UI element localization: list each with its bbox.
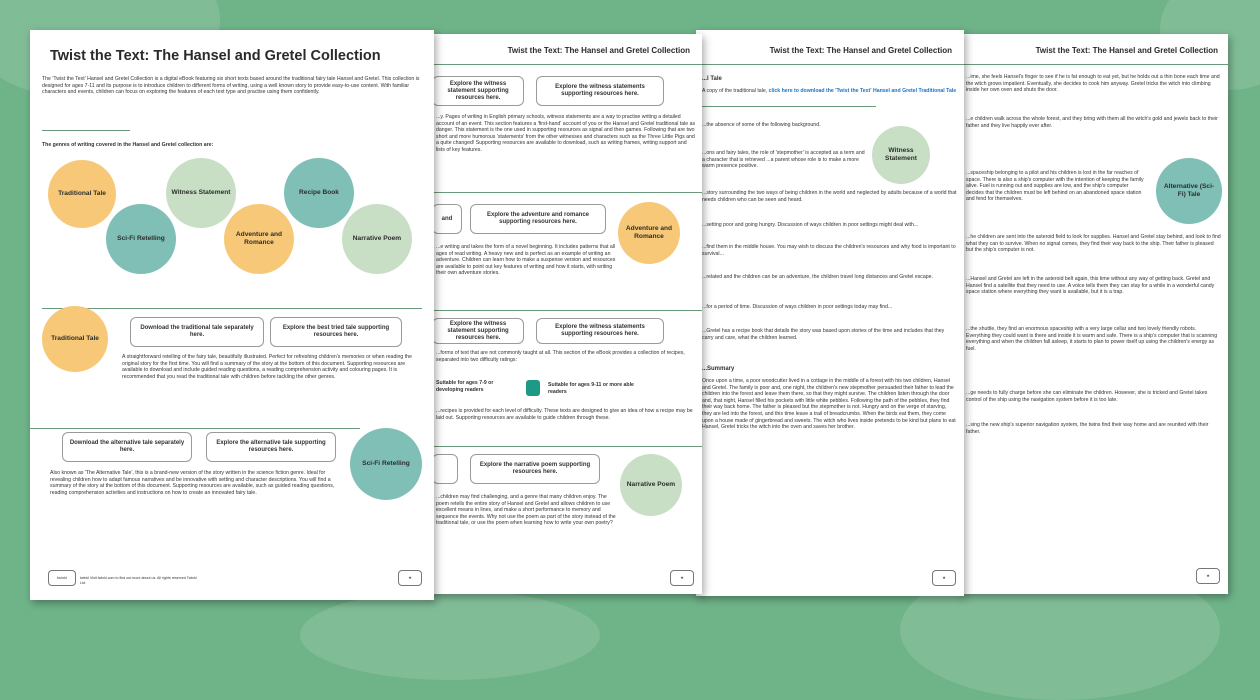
download-prefix: A copy of the traditional tale, <box>702 88 768 94</box>
document-page-4 <box>960 34 1228 594</box>
header-rule <box>430 64 702 65</box>
genre-bubble-recipe-book: Recipe Book <box>284 158 354 228</box>
and-label: and <box>441 215 453 222</box>
body-paragraph: ...sing the new ship's superior navigation system, the twins find their way home and are reunited with their father. <box>966 422 1209 435</box>
rating-hard: Suitable for ages 9-11 or more able readers <box>548 382 634 395</box>
body-paragraph: ...ge needs to fully charge before she can eliminate the children. However, she is tricked and Gretel takes control of the ship using the navigation system before it is too late. <box>966 390 1208 403</box>
adventure-download-button[interactable] <box>432 204 462 234</box>
body-paragraph: ...ime, she feels Hansel's finger to see if he is fat enough to eat yet, but he holds out a thin bone each time and the witch grows impatient. Eventually, she decides to cook him anyway. Gretel tricks the witch into climbing inside her own oven and shuts the door. <box>966 74 1220 94</box>
header-rule <box>960 64 1228 65</box>
body-paragraph: ...recipes is provided for each level of difficulty. These texts are designed to give an idea of how a recipe may be laid out. Supporting resources are available to guide children through these. <box>436 408 693 421</box>
twinkl-logo: twinkl <box>48 570 76 586</box>
download-traditional-tale-link[interactable]: click here to download the 'Twist the Text' Hansel and Gretel Traditional Tale <box>768 88 957 94</box>
bubble-narrative-poem: Narrative Poem <box>620 454 682 516</box>
body-paragraph: ...forms of text that are not commonly taught at all. This section of the eBook provides a collection of recipes, separated into two difficulty ratings: <box>436 350 685 363</box>
body-paragraph: ...e writing and takes the form of a novel beginning. It includes patterns that all ages of read writing. A heavy new and is perfect as an example of writing an adventure. Children can learn how to make a suspense version and resources are available to point out key features of writing and how it starts, with writing their own adventure stories. <box>436 244 616 277</box>
body-paragraph: ...spaceship belonging to a pilot and his children is lost in the far reaches of space. There is also a ship's computer with the intention of keeping the family alive. Fuel is running out and supplies are low, and the ship's computer decides that the children must be left behind on an abandoned space station and fend for themselves. <box>966 170 1144 203</box>
section-rule <box>696 106 876 107</box>
twinkl-quality-logo: ★ <box>398 570 422 586</box>
footer-text: twinkl Visit twinkl.com to find out more about us. All rights reserved Twinkl Ltd. <box>80 576 197 585</box>
traditional-tale-bubble: Traditional Tale <box>42 306 108 372</box>
download-line <box>702 88 962 95</box>
adventure-romance-resources-button[interactable]: Explore the adventure and romance supporting resources here. <box>470 204 606 234</box>
twinkl-logo: ★ <box>670 570 694 586</box>
body-paragraph: ...the shuttle, they find an enormous spaceship with a very large cellar and two lovely friendly robots. Everything they could want is there and inside it is warm and safe. There is a ship's computer that is scanning everything and when the children fall asleep, it starts to plan to power itself up using the children's energy as fuel. <box>966 326 1218 352</box>
witness-statements-resources-button[interactable]: Explore the witness statements supporting resources here. <box>536 76 664 106</box>
section-rule <box>30 428 360 429</box>
document-page-1 <box>30 30 434 600</box>
explore-traditional-tale-resources-button[interactable]: Explore the best tried tale supporting resources here. <box>270 317 402 347</box>
narrative-poem-download-button[interactable] <box>432 454 458 484</box>
narrative-poem-resources-button[interactable]: Explore the narrative poem supporting resources here. <box>470 454 600 484</box>
section-rule <box>430 310 702 311</box>
body-paragraph: ...related and the children can be an adventure, the children travel long distances and Gretel escape. <box>702 274 933 280</box>
section-rule <box>42 308 422 309</box>
genre-bubble-adventure-romance: Adventure and Romance <box>224 204 294 274</box>
bubble-sci-fi-tale: Alternative (Sci-Fi) Tale <box>1156 158 1222 224</box>
traditional-tale-description: A straightforward retelling of the fairy tale, beautifully illustrated. Perfect for refreshing children's memories or when reading the original story for the first time. You will find a summary of the story at the bottom of this document. Supporting resources are available to download and include guided reading questions, a reading comprehension activity and colouring pages. It is recommended that you read the traditional tale with children before tackling the other genres. <box>122 354 412 380</box>
recipe-difficulty-icon <box>526 380 540 396</box>
body-paragraph: ...find them in the middle house. You may wish to discuss the children's resources and why food is important to survival... <box>702 244 956 257</box>
download-traditional-tale-button[interactable]: Download the traditional tale separately here. <box>130 317 264 347</box>
section-rule <box>430 446 702 447</box>
body-paragraph: ...he children are sent into the asteroid field to look for supplies. Hansel and Gretel stay behind, and look to find what they can to survive. When no signal comes, they find their way back to the ship. Their father is pleased but the ship's computer is not. <box>966 234 1221 254</box>
page-header: Twist the Text: The Hansel and Gretel Collection <box>507 46 690 55</box>
sci-fi-retelling-bubble: Sci-Fi Retelling <box>350 428 422 500</box>
section-rule <box>430 192 702 193</box>
intro-paragraph: The 'Twist the Text' Hansel and Gretel Collection is a digital eBook featuring six short texts based around the traditional fairy tale Hansel and Gretel. This collection is designed for ages 7-11 and its purpose is to introduce children to different forms of writing, using a well known story to provide easy-to-use content. With familiar characters and events, children can focus on exploring the features of each text type and practise using them confidently. <box>42 76 420 96</box>
witness-statement-resources-button[interactable]: Explore the witness statement supporting resources here. <box>432 76 524 106</box>
genre-bubble-sci-fi-retelling: Sci-Fi Retelling <box>106 204 176 274</box>
background-leaf <box>300 590 600 680</box>
explore-alternative-tale-resources-button[interactable]: Explore the alternative tale supporting resources here. <box>206 432 336 462</box>
page-header: Twist the Text: The Hansel and Gretel Collection <box>769 46 952 55</box>
body-paragraph: ...children may find challenging, and a genre that many children enjoy. The poem retells the entire story of Hansel and Gretel and allows children to use excellent means in lines, and make a short performance to memory and sequence the events. Why not use the poem as part of the story instead of the traditional tale, or use the poem when learning how to write your own poetry? <box>436 494 616 527</box>
body-paragraph: ...setting poor and going hungry. Discussion of ways children in poor settings might deal with... <box>702 222 919 228</box>
rating-easy: Suitable for ages 7-9 or developing readers <box>436 380 494 393</box>
alternative-tale-description: Also known as 'The Alternative Tale', this is a brand-new version of the story written in the science fiction genre. Ideal for revealing children how to adapt famous narratives and be innovative with setting and character descriptions. You will find a summary of the story at the bottom of this document. Supporting resources are available, such as guided reading questions, reading comprehension activities and instructions on how to create an innovated fairy tale. <box>50 470 335 496</box>
body-paragraph: ...the absence of some of the following background. <box>702 122 821 128</box>
genre-bubble-witness-statement: Witness Statement <box>166 158 236 228</box>
body-paragraph: ...story surrounding the two ways of being children in the world and neglected by adults because of a world that needs children who can be seen and heard. <box>702 190 957 203</box>
bubble-witness-statement: Witness Statement <box>872 126 930 184</box>
twinkl-logo: ★ <box>1196 568 1220 584</box>
summary-paragraph: Once upon a time, a poor woodcutter lived in a cottage in the middle of a forest with his two children, Hansel and Gretel. The family is poor and, one night, the children's new stepmother persuaded their father to lead the children into the forest and leave them there, so that they might survive. The children listen through the door and, that night, Hansel filled his pockets with little white pebbles. Following the path of the pebbles, they find their way back home. The father is pleased but the stepmother is not. Hungry and on the verge of starving, they are led into the forest, and this time leave a trail of breadcrumbs. When the birds eat them, they come upon a house made of gingerbread and sweets. The witch who lives inside pretends to be kind but plans to eat Hansel, Gretel tricks the witch into the oven and saves her brother. <box>702 378 956 431</box>
genres-heading: The genres of writing covered in the Hansel and Gretel collection are: <box>42 142 214 148</box>
body-paragraph: ...Hansel and Gretel are left in the asteroid belt again, this time without any way of getting back. Gretel and Hansel find a satellite that they need to use. A voice tells them they can stay for a while in a wonderful candy space station where everything they want is available, but it is a trap. <box>966 276 1215 296</box>
genre-bubble-traditional-tale: Traditional Tale <box>48 160 116 228</box>
genre-bubble-narrative-poem: Narrative Poem <box>342 204 412 274</box>
witness-statement-resources-button-2[interactable]: Explore the witness statement supporting resources here. <box>432 318 524 344</box>
twinkl-logo: ★ <box>932 570 956 586</box>
body-paragraph: ...for a period of time. Discussion of ways children in poor settings today may find... <box>702 304 893 310</box>
body-paragraph: ...ons and fairy tales, the role of 'stepmother' is accepted as a term and a character that is retrieved ...a parent whose role is to make a more warm presence positive. <box>702 150 865 170</box>
section-title: ...l Tale <box>702 76 722 82</box>
document-title: Twist the Text: The Hansel and Gretel Collection <box>50 48 381 64</box>
bubble-adventure-romance: Adventure and Romance <box>618 202 680 264</box>
document-page-2 <box>430 34 702 594</box>
document-page-3 <box>696 30 964 596</box>
summary-title: ...Summary <box>702 366 735 372</box>
section-rule <box>42 130 130 131</box>
body-paragraph: ...y. Pages of writing in English primary schools, witness statements are a way to practise writing a detailed account of an event. This section features a 'first-hand' account of you or the Hansel and Gretel traditional tale as danger. This statement is the one used in supporting resources as signal and then games. Following that are two short and more humorous 'statements' from the other witnesses and characters such as the Three Little Pigs and a quite changed! Supporting resources are available to download, such as writing frames, writing support and lists of key features. <box>436 114 696 153</box>
witness-statements-resources-button-2[interactable]: Explore the witness statements supporting resources here. <box>536 318 664 344</box>
page-header: Twist the Text: The Hansel and Gretel Collection <box>1035 46 1218 55</box>
body-paragraph: ...Gretel has a recipe book that details the story was based upon stories of the time and includes that they carry and care, what the children learned. <box>702 328 945 341</box>
body-paragraph: ...e children walk across the whole forest, and they bring with them all the witch's gold and jewels back to their father and they live happily ever after. <box>966 116 1218 129</box>
header-rule <box>696 64 964 65</box>
download-alternative-tale-button[interactable]: Download the alternative tale separately here. <box>62 432 192 462</box>
